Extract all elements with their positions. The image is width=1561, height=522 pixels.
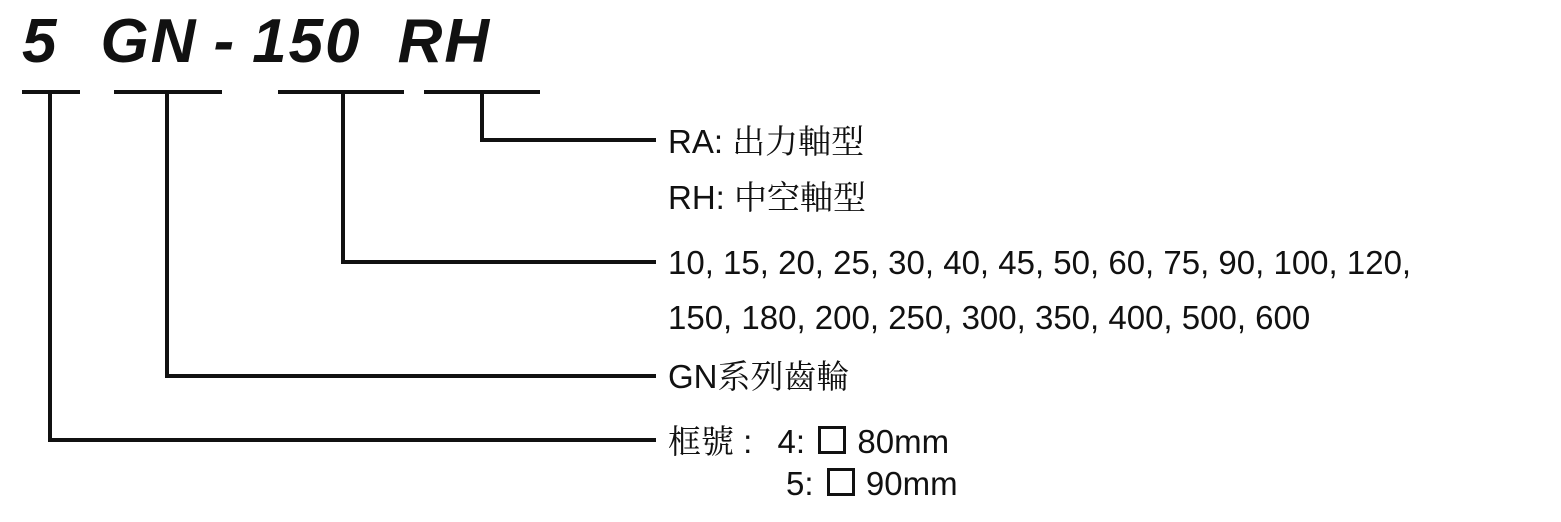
callout-series bbox=[668, 355, 850, 399]
callout-frame-4-size: 80mm bbox=[857, 423, 950, 460]
square-symbol-icon bbox=[818, 426, 846, 454]
callout-frame-label: 框號 : bbox=[668, 423, 753, 460]
model-code bbox=[0, 6, 491, 77]
callout-shaft-ra-text: RA: 出力軸型 bbox=[668, 123, 865, 160]
code-ratio: 150 bbox=[252, 7, 362, 76]
callout-frame-5-row bbox=[668, 462, 958, 506]
callout-ratio-line2-text: 150, 180, 200, 250, 300, 350, 400, 500, 600 bbox=[668, 299, 1311, 336]
callout-series-text: GN系列齒輪 bbox=[668, 358, 850, 395]
code-series: GN bbox=[100, 7, 198, 76]
callout-shaft-rh bbox=[668, 176, 866, 220]
callout-shaft-ra bbox=[668, 120, 864, 164]
leader-ratio-horizontal bbox=[341, 260, 656, 264]
callout-frame-4-number: 4: bbox=[777, 423, 806, 460]
leader-frame-horizontal bbox=[48, 438, 656, 442]
leader-series-vertical bbox=[165, 90, 169, 378]
callout-frame-5-number: 5: bbox=[786, 465, 814, 502]
leader-shaft-horizontal bbox=[480, 138, 656, 142]
code-frame-size: 5 bbox=[22, 7, 59, 76]
callout-shaft-rh-text: RH: 中空軸型 bbox=[668, 179, 866, 216]
callout-frame-label-row bbox=[668, 420, 949, 464]
code-dash: - bbox=[213, 7, 237, 76]
callout-ratio-line1-text: 10, 15, 20, 25, 30, 40, 45, 50, 60, 75, 90, 100, 120, bbox=[668, 244, 1412, 281]
leader-frame-vertical bbox=[48, 90, 52, 442]
square-symbol-icon bbox=[827, 468, 855, 496]
callout-frame-5-size: 90mm bbox=[865, 465, 958, 502]
callout-ratio-line2 bbox=[668, 296, 1310, 340]
leader-shaft-vertical bbox=[480, 90, 484, 142]
callout-ratio-line1 bbox=[668, 241, 1411, 285]
code-shaft-type: RH bbox=[397, 7, 492, 76]
leader-series-horizontal bbox=[165, 374, 656, 378]
leader-ratio-vertical bbox=[341, 90, 345, 264]
